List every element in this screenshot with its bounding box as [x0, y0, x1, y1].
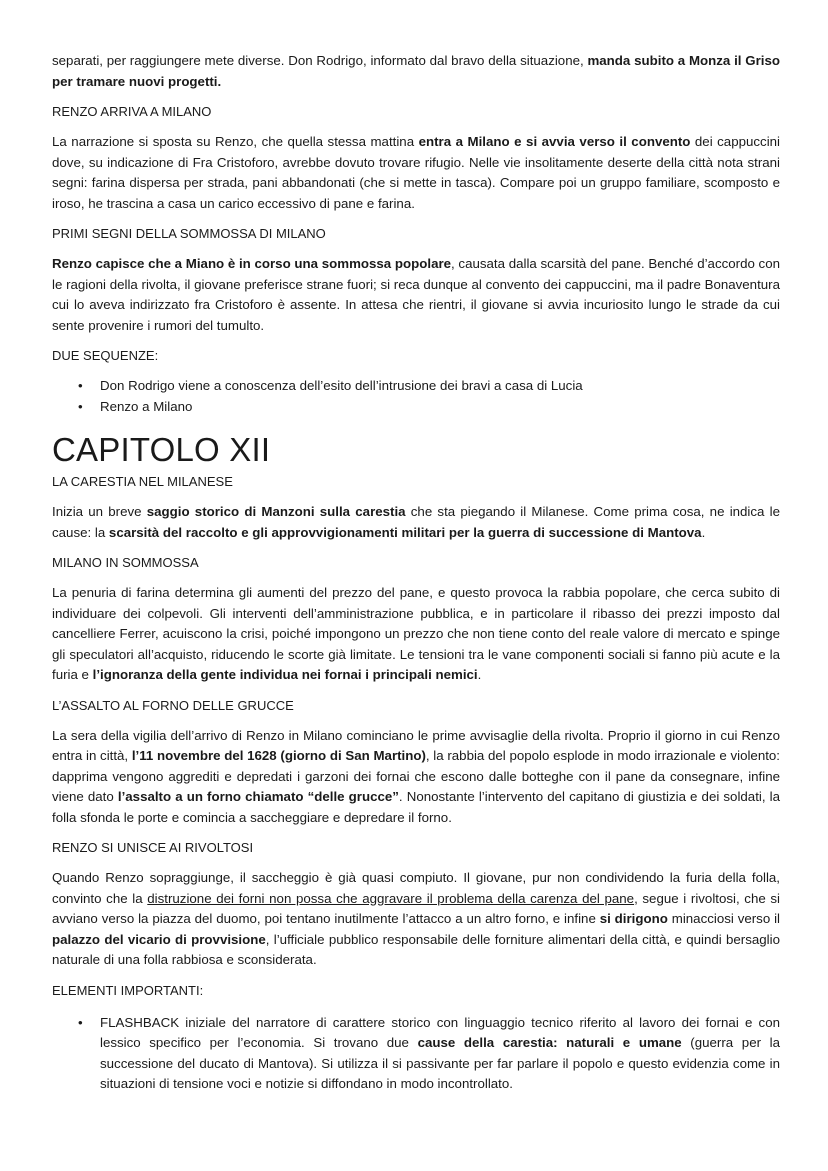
- paragraph-assalto-forno: La sera della vigilia dell’arrivo di Renzo in Milano cominciano le prime avvisaglie della rivolta. Proprio il giorno in cui Renzo entra in città, l’11 novembre del 1628 (giorno di San Martino), la rabbia del popolo esplode in modo irrazionale e violento: dapprima vengono aggrediti e depredati i garzoni dei fornai che escono dalle botteghe con il pane da consegnare, infine viene dato l’assalto a un forno chiamato “delle grucce”. Nonostante l’intervento del capitano di giustizia e dei soldati, la folla sfonda le porte e comincia a saccheggiare e depredare il forno.: [52, 727, 781, 825]
- section-heading-primi-segni: PRIMI SEGNI DELLA SOMMOSSA DI MILANO: [52, 226, 326, 241]
- bullet-icon: •: [78, 1014, 83, 1030]
- paragraph-rodrigo-griso: separati, per raggiungere mete diverse. Don Rodrigo, informato dal bravo della situazione, manda subito a Monza il Griso per tramare nuovi progetti.: [52, 53, 781, 89]
- list-item: • Renzo a Milano: [100, 397, 780, 418]
- bold-phrase: saggio storico di Manzoni sulla carestia: [146, 504, 406, 519]
- section-heading-assalto-forno: L’ASSALTO AL FORNO DELLE GRUCCE: [52, 697, 294, 713]
- bullet-icon: •: [78, 378, 83, 393]
- bullet-icon: •: [78, 398, 83, 414]
- section-heading-renzo-arriva: RENZO ARRIVA A MILANO: [52, 104, 212, 119]
- section-heading-due-sequenze: DUE SEQUENZE:: [52, 348, 159, 363]
- bold-phrase: palazzo del vicario di provvisione: [52, 931, 266, 947]
- bold-phrase: l’assalto a un forno chiamato “delle grucce”: [117, 789, 399, 804]
- paragraph-sommossa-popolare: Renzo capisce che a Miano è in corso una sommossa popolare, causata dalla scarsità del pane. Benché d’accordo con le ragioni della rivolta, il giovane preferisce strane fuori; si reca dunque al convento dei cappuccini, ma il padre Bonaventura cui lo aveva indirizzato fra Cristoforo è assente. In attesa che rientri, il giovane si avvia incuriosito lungo le strade da cui sente provenire i rumori del tumulto.: [52, 256, 780, 333]
- bullet-list-sequenze: [52, 376, 780, 417]
- bold-phrase: cause della carestia: naturali e umane: [417, 1035, 682, 1050]
- paragraph-renzo-rivoltosi: Quando Renzo sopraggiunge, il saccheggio è già quasi compiuto. Il giovane, pur non condividendo la furia della folla, convinto che la distruzione dei forni non possa che aggravare il problema della carenza del pane, segue i rivoltosi, che si avviano verso la piazza del duomo, poi tentano inutilmente l’attacco a un altro forno, e infine si dirigono minacciosi verso il palazzo del vicario di provvisione, l’ufficiale pubblico responsabile delle forniture alimentari della città, e quindi bersaglio naturale di una folla rabbiosa e sconsiderata.: [52, 870, 781, 967]
- paragraph-penuria-farina: La penuria di farina determina gli aumenti del prezzo del pane, e questo provoca la rabbia popolare, che cerca subito di individuare dei colpevoli. Gli interventi dell’amministrazione pubblica, e in particolare il ribasso dei prezzi imposto dal cancelliere Ferrer, acuiscono la crisi, poiché impongono un prezzo che non tiene conto del reale valore di mercato e spinge gli speculatori all’acquisto, riducendo le scorte già limitate. Le tensioni tra le vane componenti sociali si fanno più acute e la furia e l’ignoranza della gente individua nei fornai i principali nemici.: [52, 585, 780, 682]
- bold-phrase: l’ignoranza della gente individua nei fornai i principali nemici: [92, 667, 478, 682]
- paragraph-renzo-milano: La narrazione si sposta su Renzo, che quella stessa mattina entra a Milano e si avvia verso il convento dei cappuccini dove, su indicazione di Fra Cristoforo, avrebbe dovuto trovare rifugio. Nelle vie insolitamente deserte della città nota strani segni: farina dispersa per strada, pani abbandonati (che si mette in tasca). Compare poi un gruppo familiare, scomposto e iroso, he trascina a casa un carico eccessivo di pane e farina.: [52, 134, 780, 211]
- chapter-title: CAPITOLO XII: [52, 431, 271, 468]
- section-heading-carestia: LA CARESTIA NEL MILANESE: [52, 474, 233, 489]
- bold-phrase: scarsità del raccolto e gli approvvigionamenti militari per la guerra di successione di Mantova: [108, 524, 702, 540]
- bold-phrase: Renzo capisce che a Miano è in corso una sommossa popolare: [52, 256, 452, 271]
- bold-phrase: l’11 novembre del 1628 (giorno di San Martino): [131, 748, 426, 763]
- section-heading-milano-sommossa: MILANO IN SOMMOSSA: [52, 555, 199, 570]
- bold-phrase: entra a Milano e si avvia verso il convento: [418, 134, 691, 149]
- paragraph-saggio-storico: Inizia un breve saggio storico di Manzoni sulla carestia che sta piegando il Milanese. Come prima cosa, ne indica le cause: la scarsità del raccolto e gli approvvigionamenti militari per la guerra di successione di Mantova.: [52, 504, 780, 540]
- bullet-list-elementi: [52, 1013, 780, 1095]
- bold-phrase: si dirigono: [599, 911, 668, 926]
- list-item: • FLASHBACK iniziale del narratore di carattere storico con linguaggio tecnico riferito al lavoro dei fornai e con lessico specifico per l’economia. Si trovano due cause della carestia: naturali e umane (guerra per la successione del ducato di Mantova). Si utilizza il si passivante per far parlare il popolo e questo evidenzia come in situazioni di tensione voci e notizie si diffondano in modo incontrollato.: [78, 1014, 780, 1091]
- bold-phrase: manda subito a Monza il Griso per tramare nuovi progetti.: [52, 53, 781, 89]
- underlined-phrase: distruzione dei forni non possa che aggravare il problema della carenza del pane: [147, 890, 635, 906]
- section-heading-elementi: ELEMENTI IMPORTANTI:: [52, 982, 204, 998]
- list-item: • Don Rodrigo viene a conoscenza dell’esito dell’intrusione dei bravi a casa di Lucia: [100, 376, 780, 397]
- section-heading-rivoltosi: RENZO SI UNISCE AI RIVOLTOSI: [52, 840, 254, 855]
